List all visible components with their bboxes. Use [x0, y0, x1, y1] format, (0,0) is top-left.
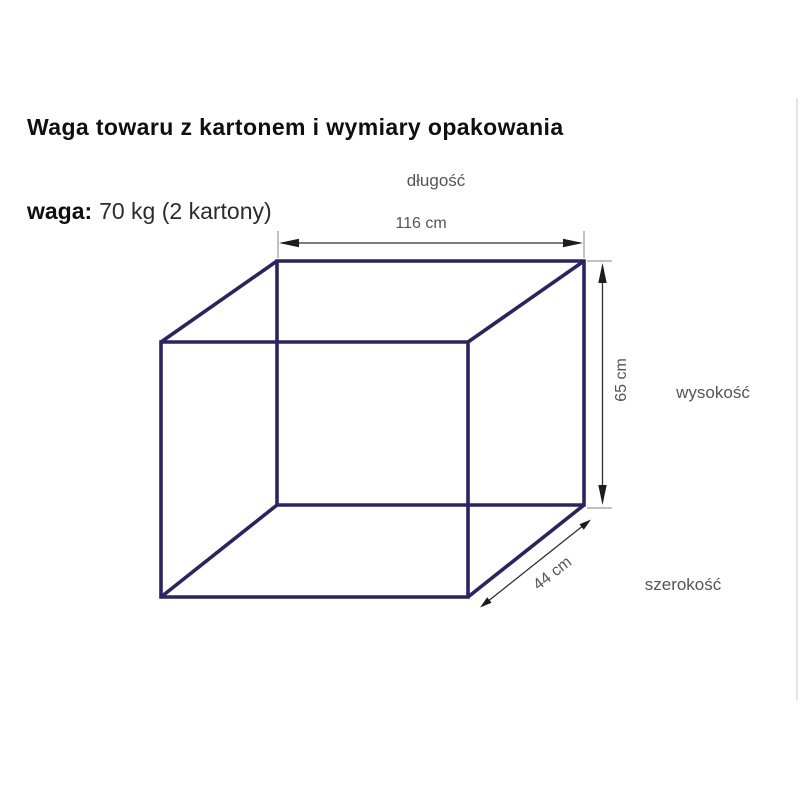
length-dimension-value: 116 cm: [395, 215, 447, 232]
length-arrowhead-right: [563, 239, 583, 247]
weight-label: waga:: [27, 198, 93, 224]
width-arrowhead-bottomleft: [480, 597, 492, 607]
width-dimension-label: szerokość: [644, 575, 722, 594]
length-arrowhead-left: [279, 239, 299, 247]
page-title: Waga towaru z kartonem i wymiary opakowania: [27, 114, 564, 140]
height-dimension-value: 65 cm: [613, 358, 630, 402]
image-edge-divider: [796, 98, 798, 700]
weight-value: 70 kg (2 kartony): [99, 198, 272, 224]
height-arrowhead-top: [598, 263, 606, 283]
box-edge-top-left: [161, 261, 277, 342]
box-edge-bottom-left: [161, 505, 277, 597]
dimension-arrowheads: [279, 239, 607, 608]
dimension-lines: [282, 243, 603, 606]
width-arrowhead-topright: [579, 520, 591, 530]
box-wireframe: [161, 261, 584, 597]
box-edge-top-right: [468, 261, 584, 342]
height-arrowhead-bottom: [598, 485, 606, 505]
box-back-face: [277, 261, 584, 505]
height-dimension-label: wysokość: [676, 383, 750, 402]
extension-lines: [278, 231, 612, 508]
length-dimension-label: długość: [406, 171, 466, 190]
width-dimension-value: 44 cm: [530, 553, 576, 594]
